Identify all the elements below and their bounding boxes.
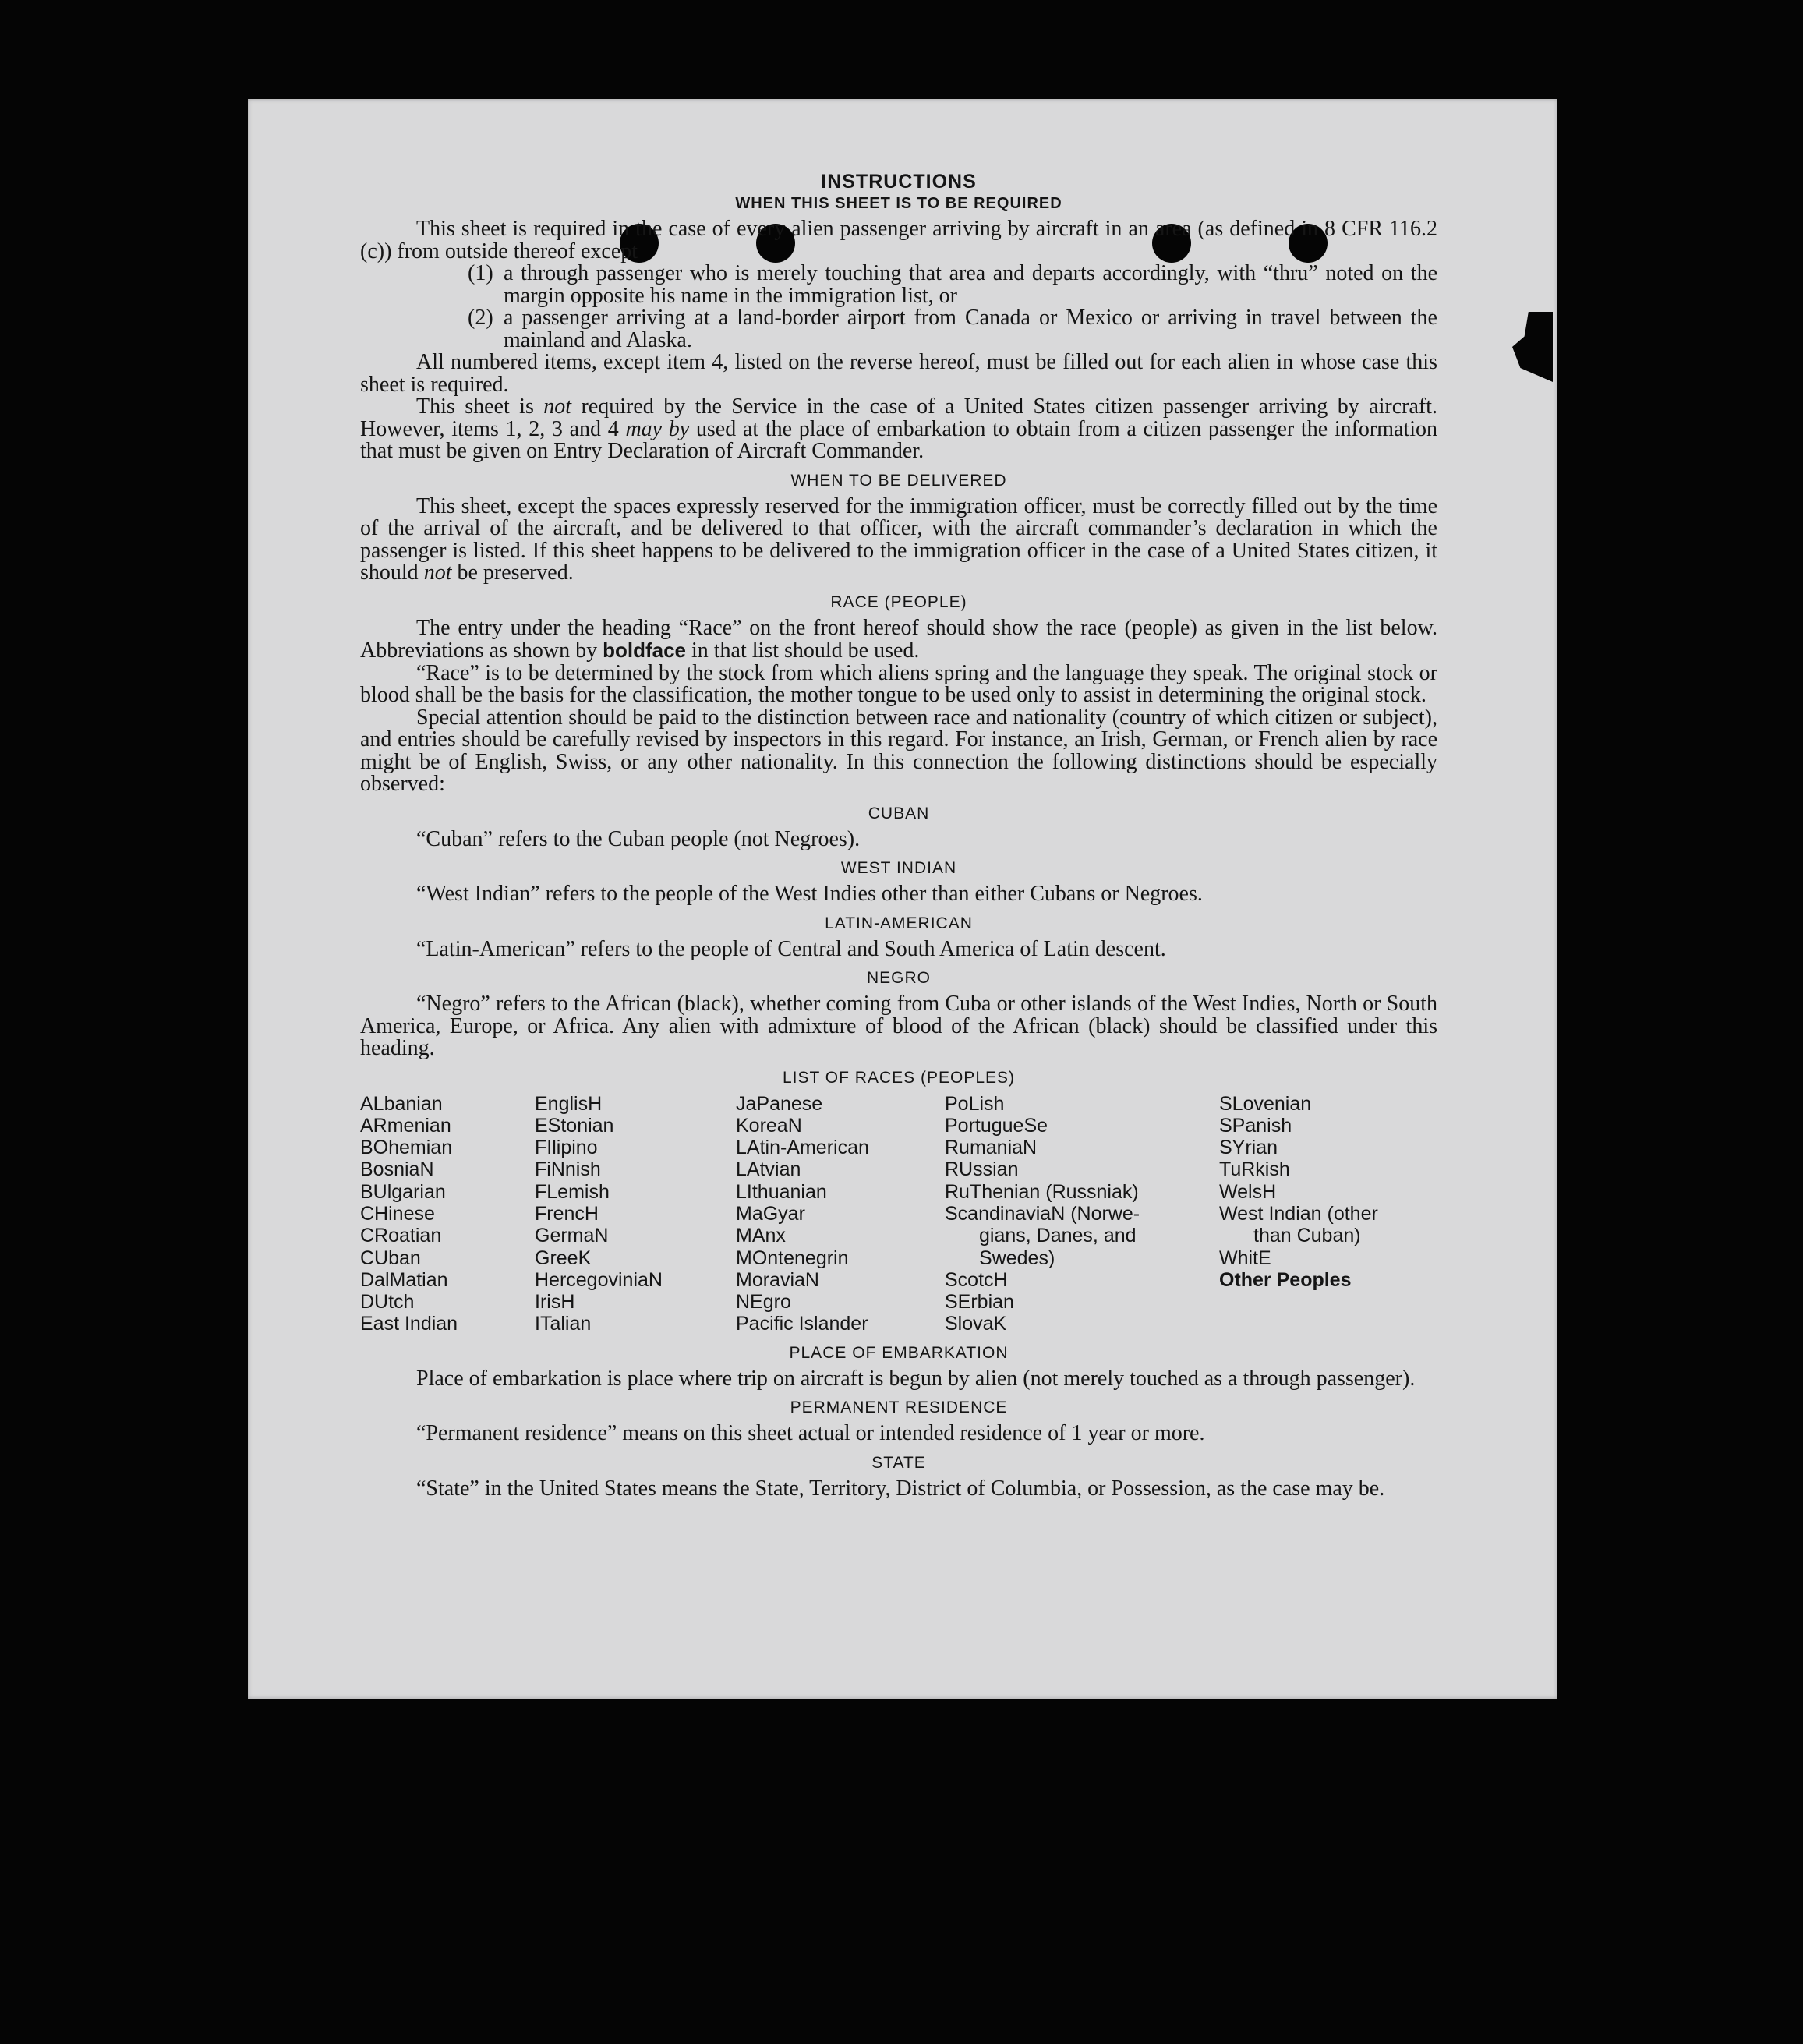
race-item: BosniaN <box>360 1158 434 1181</box>
text-run: This sheet is <box>416 394 544 419</box>
race-column <box>360 1093 535 1335</box>
section-heading-embarkation: PLACE OF EMBARKATION <box>789 1343 1009 1362</box>
race-item: ALbanian <box>360 1092 443 1115</box>
race-item: CUban <box>360 1247 421 1269</box>
race-item: MaGyar <box>736 1202 805 1225</box>
bold-text: boldface <box>603 638 686 662</box>
section-heading-latin-american: LATIN-AMERICAN <box>825 914 973 932</box>
section-heading-west-indian: WEST INDIAN <box>840 859 957 877</box>
paragraph: “Permanent residence” means on this sheet actual or intended residence of 1 year or more. <box>416 1421 1205 1446</box>
emphasis: may by <box>625 416 690 441</box>
paragraph <box>360 396 1437 463</box>
race-item: ScotcH <box>945 1268 1008 1291</box>
paragraph: “Latin-American” refers to the people of Central and South America of Latin descent. <box>416 936 1166 961</box>
race-item: EStonian <box>535 1114 614 1137</box>
race-item: WelsH <box>1219 1180 1277 1203</box>
race-item-continued: gians, Danes, and <box>979 1225 1137 1247</box>
emphasis: not <box>423 561 452 585</box>
race-item: LAtvian <box>736 1158 801 1181</box>
item-number: (2) <box>468 306 493 330</box>
race-item: FrencH <box>535 1202 599 1225</box>
race-column <box>736 1093 945 1335</box>
race-item: IrisH <box>535 1291 575 1314</box>
race-item: DalMatian <box>360 1268 448 1291</box>
race-list <box>360 1093 1437 1335</box>
race-item: Pacific Islander <box>736 1313 868 1335</box>
paragraph: Special attention should be paid to the distinction between race and nationality (country of which citizen or subject), and entries should be carefully revised by inspectors in this regard. For instance, an Irish, German, or French alien by race might be of English, Swiss, or any other nationality. In this connection the following distinctions should be especially observed: <box>360 705 1437 796</box>
text-run: This sheet, except the spaces expressly reserved for the immigration officer, must be correctly filled out by the time of the arrival of the aircraft, and be delivered to that officer, with the aircraft commander’s declaration in which the passenger is listed. If this sheet happens to be delivered to the immigration officer in the case of a United States citizen, it should <box>360 493 1437 585</box>
emphasis: not <box>543 394 572 419</box>
race-item: FiNnish <box>535 1158 601 1181</box>
list-item <box>360 263 1437 307</box>
race-item: SLovenian <box>1219 1092 1312 1115</box>
section-heading-required: WHEN THIS SHEET IS TO BE REQUIRED <box>735 195 1062 212</box>
race-item: FLemish <box>535 1180 610 1203</box>
section-heading-race: RACE (PEOPLE) <box>830 592 967 611</box>
race-item: LAtin-American <box>736 1137 869 1159</box>
item-number: (1) <box>468 261 493 285</box>
item-text: a through passenger who is merely touching that area and departs accordingly, with “thru” noted on the margin opposite his name in the immigration list, or <box>504 261 1437 308</box>
race-item-continued: Swedes) <box>979 1247 1055 1269</box>
race-item: East Indian <box>360 1313 458 1335</box>
race-item: RumaniaN <box>945 1137 1038 1159</box>
race-item: MOntenegrin <box>736 1247 849 1269</box>
race-column <box>945 1093 1219 1335</box>
list-item <box>360 307 1437 352</box>
section-heading-list-of-races: LIST OF RACES (PEOPLES) <box>782 1068 1016 1087</box>
race-item: CHinese <box>360 1202 435 1225</box>
race-item: EnglisH <box>535 1092 603 1115</box>
race-item: KoreaN <box>736 1114 802 1137</box>
race-item: ARmenian <box>360 1114 451 1137</box>
section-heading-negro: NEGRO <box>866 969 931 987</box>
race-item: CRoatian <box>360 1225 442 1247</box>
race-item: SErbian <box>945 1291 1014 1314</box>
paragraph: “State” in the United States means the State, Territory, District of Columbia, or Possession, as the case may be. <box>416 1476 1385 1501</box>
race-item: PortugueSe <box>945 1114 1048 1137</box>
paragraph: “Cuban” refers to the Cuban people (not Negroes). <box>416 826 861 851</box>
section-heading-cuban: CUBAN <box>868 804 930 822</box>
paragraph: Place of embarkation is place where trip on aircraft is begun by alien (not merely touched as a through passenger). <box>416 1366 1416 1391</box>
paragraph: “Race” is to be determined by the stock from which aliens spring and the language they speak. The original stock or blood shall be the basis for the classification, the mother tongue to be used only to assist in determining the original stock. <box>360 660 1437 707</box>
race-item-continued: than Cuban) <box>1253 1225 1361 1247</box>
paragraph: “Negro” refers to the African (black), whether coming from Cuba or other islands of the West Indies, North or South America, Europe, or Africa. Any alien with admixture of blood of the African (black) should be classified under this heading. <box>360 992 1437 1060</box>
race-item: DUtch <box>360 1291 415 1314</box>
race-item: JaPanese <box>736 1092 823 1115</box>
instructions-title: INSTRUCTIONS <box>821 171 977 193</box>
text-run: be preserved. <box>451 561 574 585</box>
race-item: GermaN <box>535 1225 609 1247</box>
race-item: LIthuanian <box>736 1180 827 1203</box>
race-item: TuRkish <box>1219 1158 1290 1181</box>
paragraph <box>360 617 1437 663</box>
section-heading-residence: PERMANENT RESIDENCE <box>790 1399 1008 1417</box>
race-item: RuThenian (Russniak) <box>945 1180 1139 1203</box>
race-item: PoLish <box>945 1092 1005 1115</box>
race-item: MoraviaN <box>736 1268 819 1291</box>
race-item: SPanish <box>1219 1114 1292 1137</box>
race-column <box>535 1093 736 1335</box>
race-item: BUlgarian <box>360 1180 446 1203</box>
race-item: FIlipino <box>535 1137 598 1159</box>
race-item: ScandinaviaN (Norwe- <box>945 1202 1140 1225</box>
race-item: MAnx <box>736 1225 786 1247</box>
paragraph <box>360 493 1437 585</box>
race-item: WhitE <box>1219 1247 1271 1269</box>
race-item: BOhemian <box>360 1137 453 1159</box>
race-item: West Indian (other <box>1219 1202 1378 1225</box>
section-heading-state: STATE <box>871 1453 926 1472</box>
text-run: required by the Service in the case of a United States citizen passenger arriving by aircraft. However, items 1, 2, 3 and 4 <box>360 394 1437 441</box>
race-column <box>1219 1093 1437 1335</box>
race-item: HercegoviniaN <box>535 1268 663 1291</box>
race-item: SYrian <box>1219 1137 1278 1159</box>
race-item: ITalian <box>535 1313 592 1335</box>
paragraph: All numbered items, except item 4, listed on the reverse hereof, must be filled out for each alien in whose case this sheet is required. <box>360 350 1437 397</box>
text-run: in that list should be used. <box>686 638 920 663</box>
item-text: a passenger arriving at a land-border airport from Canada or Mexico or arriving in travel between the mainland and Alaska. <box>504 306 1437 352</box>
instructions-body <box>360 170 1437 1500</box>
paragraph: “West Indian” refers to the people of the West Indies other than either Cubans or Negroes. <box>416 882 1203 906</box>
text-run: The entry under the heading “Race” on the front hereof should show the race (people) as given in the list below. Abbreviations as shown by <box>360 615 1437 663</box>
race-item: RUssian <box>945 1158 1019 1181</box>
paragraph: This sheet is required in the case of every alien passenger arriving by aircraft in an area (as defined in 8 CFR 116.2 (c)) from outside thereof except <box>360 217 1437 263</box>
section-heading-delivered: WHEN TO BE DELIVERED <box>790 471 1007 490</box>
race-item: SlovaK <box>945 1313 1007 1335</box>
text-run: used at the place of embarkation to obtain from a citizen passenger the information that must be given on Entry Declaration of Aircraft Commander. <box>360 416 1438 463</box>
race-item: Other Peoples <box>1219 1268 1352 1291</box>
race-item: GreeK <box>535 1247 592 1269</box>
race-item: NEgro <box>736 1291 791 1314</box>
